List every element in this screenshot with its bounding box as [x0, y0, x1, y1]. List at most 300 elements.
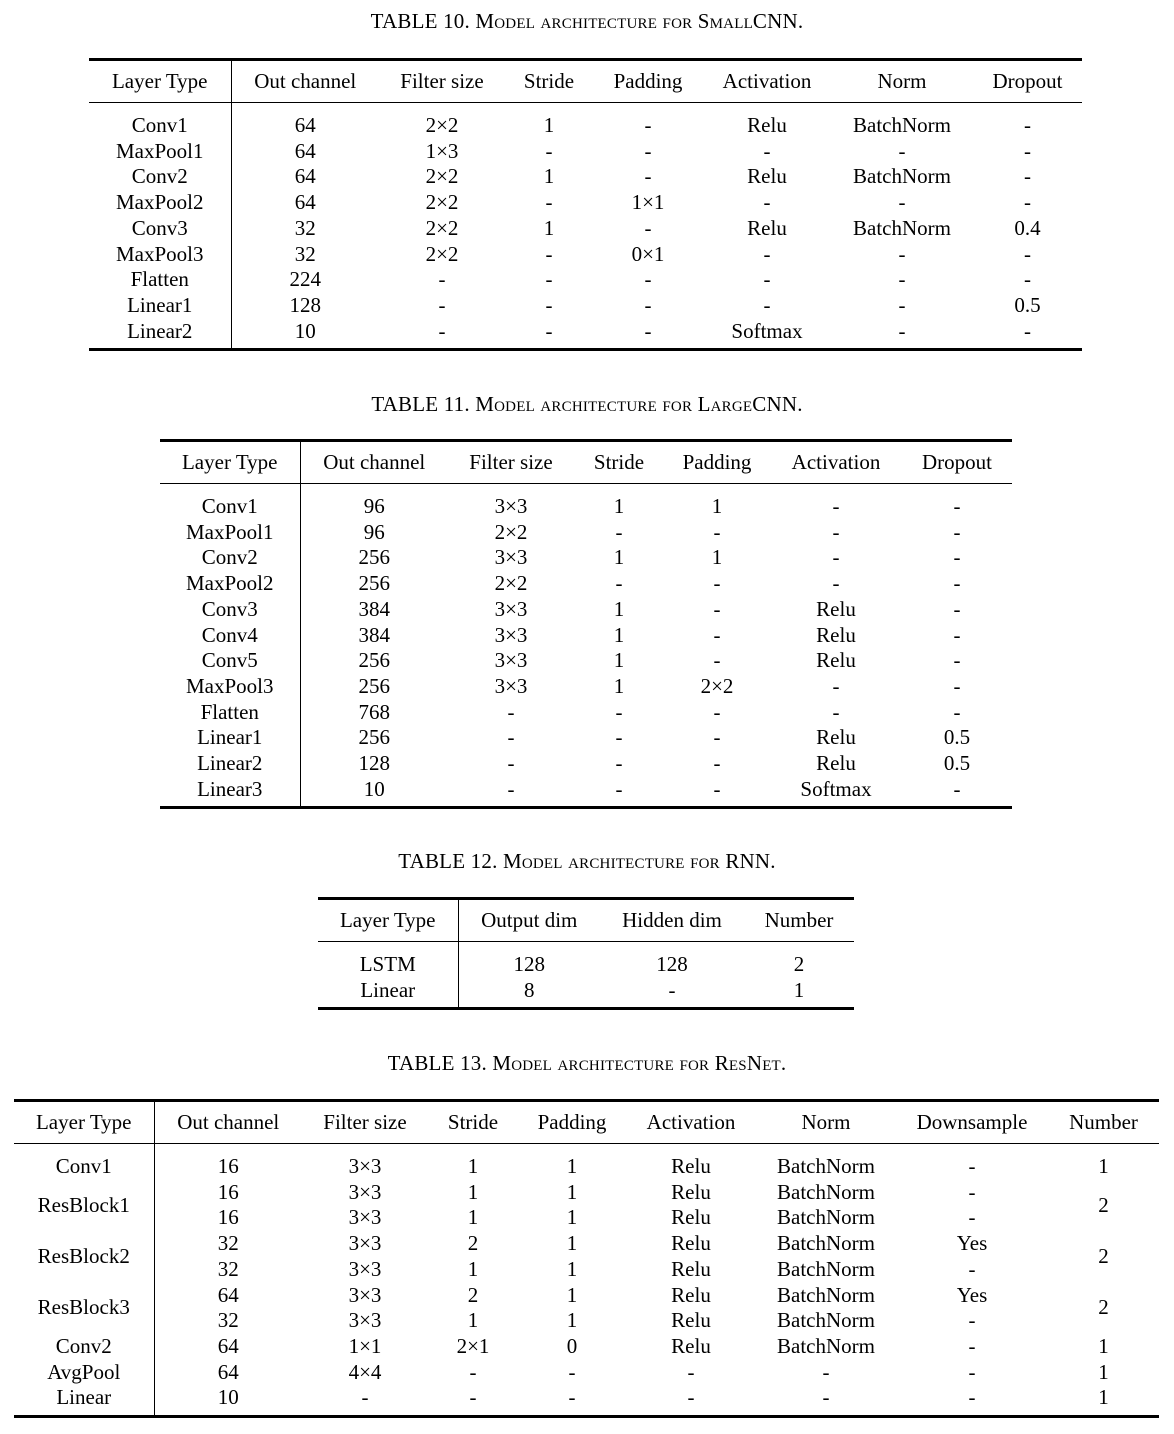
- t10-cell-layer-type: Conv1: [89, 103, 231, 139]
- t13-cell-norm: BatchNorm: [777, 1256, 875, 1281]
- t12-cell-layer-type: Linear: [318, 978, 458, 1009]
- t13-cell-layer-type: AvgPool: [14, 1360, 154, 1386]
- t11-row: [160, 700, 1012, 726]
- t13-cell-stride: 2×1: [456, 1333, 490, 1358]
- t10-cell-out-channel: 64: [294, 138, 316, 163]
- t10-cell-layer-type: MaxPool1: [89, 139, 231, 165]
- t11-cell-padding: 2×2: [700, 673, 734, 698]
- t13-cell-padding: -: [568, 1359, 576, 1384]
- t12-cell-number: 1: [744, 978, 854, 1009]
- t13-cell-out-channel: 64: [217, 1282, 239, 1307]
- t11-cell-out-channel: 96: [363, 494, 385, 518]
- t10-cell-dropout: -: [1024, 138, 1031, 163]
- t11-cell-stride: -: [615, 699, 623, 724]
- t11-cell-filter-size: 3×3: [494, 596, 528, 621]
- t11-row: [160, 597, 1012, 623]
- t10-cell-stride: 1: [543, 215, 555, 240]
- t11-cell-filter-size: 3×3: [494, 648, 528, 673]
- t10-cell-filter-size: -: [438, 292, 446, 317]
- t10-cell-norm: BatchNorm: [853, 113, 951, 137]
- table13-caption: [0, 1051, 1174, 1076]
- t10-cell-layer-type: MaxPool2: [89, 190, 231, 216]
- t11-cell-activation: Relu: [816, 596, 856, 621]
- t13-cell-norm: BatchNorm: [777, 1333, 875, 1358]
- table13-caption-label: TABLE 13.: [387, 1051, 487, 1075]
- t13-header-filter-size: Filter size: [302, 1101, 428, 1144]
- t11-cell-layer-type: Linear3: [160, 777, 300, 808]
- t10-cell-layer-type: Conv3: [89, 216, 231, 242]
- t11-cell-dropout: -: [953, 545, 961, 570]
- t10-row: [89, 319, 1082, 350]
- t13-cell-activation: Relu: [671, 1179, 711, 1204]
- table12: [318, 897, 854, 1010]
- t10-cell-norm: -: [898, 190, 906, 215]
- t13-cell-layer-type: Conv1: [14, 1144, 154, 1180]
- t11-row: [160, 520, 1012, 546]
- t10-cell-out-channel: 64: [294, 190, 316, 215]
- t11-row: [160, 623, 1012, 649]
- t13-cell-out-channel: 32: [217, 1256, 239, 1281]
- t13-cell-filter-size: 3×3: [348, 1308, 382, 1333]
- t10-cell-norm: -: [831, 319, 973, 350]
- t13-cell-number: 1: [1098, 1359, 1109, 1384]
- t10-cell-layer-type: MaxPool3: [89, 242, 231, 268]
- t12-row: [318, 942, 854, 978]
- t11-cell-padding: 1: [711, 494, 723, 518]
- t11-row: [160, 674, 1012, 700]
- t10-cell-norm: -: [898, 292, 906, 317]
- t10-cell-out-channel: 64: [294, 164, 316, 189]
- t13-cell-norm: BatchNorm: [777, 1179, 875, 1204]
- t12-header-layer-type: Layer Type: [318, 899, 458, 942]
- t10-cell-padding: 1×1: [631, 190, 665, 215]
- t13-cell-padding: 1: [566, 1308, 578, 1333]
- t13-header-row: [14, 1101, 1159, 1144]
- t13-cell-layer-type: Linear: [14, 1385, 154, 1416]
- t12-cell-hidden-dim: 128: [656, 952, 688, 976]
- t12-header-output-dim: Output dim: [458, 899, 600, 942]
- t10-cell-filter-size: 2×2: [425, 113, 459, 137]
- t13-cell-number: 2: [1098, 1243, 1109, 1268]
- t10-cell-padding: -: [644, 292, 652, 317]
- t10-cell-norm: -: [898, 267, 906, 292]
- t11-cell-layer-type: Conv5: [160, 648, 300, 674]
- t11-cell-activation: Softmax: [770, 777, 902, 808]
- t12-header-number: Number: [744, 899, 854, 942]
- t13-row: [14, 1205, 1159, 1231]
- t13-cell-filter-size: 4×4: [348, 1359, 382, 1384]
- t13-row: [14, 1308, 1159, 1334]
- t13-cell-out-channel: 10: [154, 1385, 302, 1416]
- t13-cell-activation: Relu: [671, 1282, 711, 1307]
- t11-cell-filter-size: 3×3: [494, 494, 528, 518]
- t13-row: [14, 1257, 1159, 1283]
- t13-cell-norm: -: [822, 1359, 830, 1384]
- t11-cell-filter-size: 2×2: [494, 519, 528, 544]
- t13-cell-padding: 1: [566, 1179, 578, 1204]
- t10-header-layer-type: Layer Type: [89, 60, 231, 103]
- t10-header-out-channel: Out channel: [231, 60, 379, 103]
- t11-cell-padding: -: [713, 622, 721, 647]
- t12-cell-number: 2: [793, 952, 805, 976]
- t11-cell-activation: -: [832, 699, 840, 724]
- t13-header-number: Number: [1048, 1101, 1159, 1144]
- t11-row: [160, 725, 1012, 751]
- t11-cell-padding: -: [713, 519, 721, 544]
- t11-cell-filter-size: -: [507, 751, 515, 776]
- t10-cell-padding: -: [593, 319, 703, 350]
- t11-cell-activation: -: [832, 571, 840, 596]
- t11-cell-padding: -: [713, 648, 721, 673]
- t10-cell-dropout: -: [1024, 241, 1031, 266]
- t10-cell-out-channel: 32: [294, 215, 316, 240]
- t10-row: [89, 242, 1082, 268]
- t13-cell-stride: -: [469, 1359, 477, 1384]
- t13-cell-padding: 1: [566, 1231, 578, 1256]
- t11-cell-layer-type: Conv2: [160, 545, 300, 571]
- t11-cell-out-channel: 10: [300, 777, 448, 808]
- t13-cell-out-channel: 16: [217, 1179, 239, 1204]
- t13-cell-downsample: -: [968, 1308, 976, 1333]
- t11-cell-dropout: 0.5: [943, 725, 971, 750]
- t11-cell-dropout: -: [953, 571, 961, 596]
- t10-cell-stride: -: [545, 267, 553, 292]
- t13-cell-number: 1: [1048, 1385, 1159, 1416]
- t10-cell-filter-size: -: [438, 267, 446, 292]
- t13-cell-padding: 1: [566, 1154, 578, 1178]
- t10-cell-activation: -: [763, 292, 771, 317]
- t13-cell-number: 1: [1098, 1333, 1109, 1358]
- t13-header-norm: Norm: [756, 1101, 896, 1144]
- t11-cell-dropout: -: [953, 519, 961, 544]
- t11-header-filter-size: Filter size: [448, 441, 574, 484]
- t13-row: [14, 1360, 1159, 1386]
- t10-cell-activation: Relu: [747, 215, 787, 240]
- t10-cell-out-channel: 10: [231, 319, 379, 350]
- table13: [14, 1099, 1159, 1418]
- t10-cell-filter-size: 2×2: [425, 164, 459, 189]
- t13-cell-activation: Relu: [671, 1256, 711, 1281]
- t11-cell-activation: Relu: [816, 751, 856, 776]
- t13-cell-stride: 1: [467, 1154, 479, 1178]
- t10-cell-padding: -: [644, 138, 652, 163]
- t11-cell-layer-type: Linear1: [160, 725, 300, 751]
- t11-cell-activation: Relu: [816, 648, 856, 673]
- t11-cell-stride: 1: [613, 494, 625, 518]
- t13-cell-out-channel: 16: [217, 1205, 239, 1230]
- t11-header-stride: Stride: [574, 441, 664, 484]
- t11-cell-dropout: -: [953, 494, 961, 518]
- t11-cell-dropout: -: [953, 673, 961, 698]
- t13-cell-downsample: -: [968, 1256, 976, 1281]
- t11-cell-dropout: -: [953, 596, 961, 621]
- t11-cell-padding: -: [713, 699, 721, 724]
- table11-caption-label: TABLE 11.: [371, 392, 470, 416]
- t11-cell-out-channel: 256: [358, 673, 390, 698]
- t11-cell-out-channel: 128: [358, 751, 390, 776]
- t11-cell-stride: -: [615, 571, 623, 596]
- t11-cell-out-channel: 256: [358, 648, 390, 673]
- t13-cell-stride: 2: [467, 1231, 479, 1256]
- t13-cell-layer-type: ResBlock3: [14, 1283, 154, 1334]
- t12-cell-hidden-dim: -: [600, 978, 744, 1009]
- t13-cell-number: 2: [1098, 1192, 1109, 1217]
- t13-cell-norm: BatchNorm: [777, 1282, 875, 1307]
- t10-cell-norm: BatchNorm: [853, 164, 951, 189]
- t13-row: [14, 1283, 1159, 1309]
- t12-row: [318, 978, 854, 1009]
- t13-header-stride: Stride: [428, 1101, 518, 1144]
- t11-cell-filter-size: 3×3: [494, 673, 528, 698]
- t11-header-activation: Activation: [770, 441, 902, 484]
- t10-cell-out-channel: 64: [294, 113, 316, 137]
- t10-header-filter-size: Filter size: [379, 60, 505, 103]
- t10-cell-norm: -: [898, 241, 906, 266]
- t13-header-layer-type: Layer Type: [14, 1101, 154, 1144]
- t13-cell-downsample: -: [968, 1359, 976, 1384]
- table12-caption-text: Model architecture for RNN.: [502, 849, 776, 873]
- t13-header-downsample: Downsample: [896, 1101, 1048, 1144]
- table11-caption-text: Model architecture for LargeCNN.: [475, 392, 803, 416]
- t11-cell-out-channel: 384: [358, 596, 390, 621]
- t10-cell-stride: 1: [543, 164, 555, 189]
- t10-cell-stride: 1: [543, 113, 555, 137]
- t10-cell-dropout: 0.5: [1014, 292, 1041, 317]
- t11-header-out-channel: Out channel: [300, 441, 448, 484]
- t13-cell-activation: Relu: [671, 1333, 711, 1358]
- t10-cell-dropout: -: [1024, 267, 1031, 292]
- t13-cell-activation: Relu: [671, 1231, 711, 1256]
- t11-cell-filter-size: -: [448, 777, 574, 808]
- t10-cell-filter-size: 2×2: [425, 190, 459, 215]
- t13-header-activation: Activation: [626, 1101, 756, 1144]
- t11-cell-dropout: -: [953, 622, 961, 647]
- t13-cell-downsample: Yes: [956, 1231, 988, 1256]
- t10-row: [89, 267, 1082, 293]
- table10-caption-label: TABLE 10.: [370, 9, 470, 33]
- t13-cell-out-channel: 64: [217, 1333, 239, 1358]
- t13-cell-out-channel: 64: [217, 1359, 239, 1384]
- t10-cell-dropout: 0.4: [1014, 215, 1041, 240]
- t10-row: [89, 190, 1082, 216]
- t13-cell-number: 1: [1098, 1154, 1109, 1178]
- t11-cell-padding: -: [713, 571, 721, 596]
- t10-cell-norm: -: [898, 138, 906, 163]
- t13-cell-downsample: Yes: [956, 1282, 988, 1307]
- t10-cell-stride: -: [545, 292, 553, 317]
- t11-row: [160, 751, 1012, 777]
- t10-cell-layer-type: Linear2: [89, 319, 231, 350]
- t11-cell-dropout: -: [902, 777, 1012, 808]
- t13-cell-padding: -: [518, 1385, 626, 1416]
- t10-header-norm: Norm: [831, 60, 973, 103]
- t10-cell-stride: -: [545, 190, 553, 215]
- t13-cell-downsample: -: [968, 1179, 976, 1204]
- t11-row: [160, 648, 1012, 674]
- t11-cell-filter-size: 3×3: [494, 545, 528, 570]
- t11-cell-dropout: -: [953, 648, 961, 673]
- t10-row: [89, 164, 1082, 190]
- t10-header-activation: Activation: [703, 60, 831, 103]
- t13-row: [14, 1180, 1159, 1206]
- t11-cell-out-channel: 384: [358, 622, 390, 647]
- t10-cell-filter-size: 2×2: [425, 215, 459, 240]
- t10-header-dropout: Dropout: [973, 60, 1082, 103]
- t11-cell-out-channel: 256: [358, 571, 390, 596]
- t11-cell-out-channel: 256: [358, 725, 390, 750]
- t10-cell-dropout: -: [973, 319, 1082, 350]
- t10-cell-padding: -: [644, 267, 652, 292]
- t13-cell-layer-type: ResBlock1: [14, 1180, 154, 1231]
- t11-header-padding: Padding: [664, 441, 770, 484]
- t10-row: [89, 216, 1082, 242]
- t11-cell-padding: 1: [711, 545, 723, 570]
- t13-cell-activation: Relu: [671, 1154, 711, 1178]
- t13-cell-downsample: -: [896, 1385, 1048, 1416]
- t13-cell-padding: 1: [566, 1256, 578, 1281]
- t13-cell-layer-type: Conv2: [14, 1334, 154, 1360]
- t13-cell-stride: 2: [467, 1282, 479, 1307]
- t11-cell-filter-size: -: [507, 699, 515, 724]
- t11-cell-filter-size: 3×3: [494, 622, 528, 647]
- t13-cell-norm: -: [756, 1385, 896, 1416]
- t13-cell-out-channel: 32: [217, 1231, 239, 1256]
- t10-row: [89, 103, 1082, 139]
- t10-cell-activation: -: [763, 138, 771, 163]
- t13-cell-filter-size: 3×3: [348, 1231, 382, 1256]
- t11-cell-layer-type: Conv4: [160, 623, 300, 649]
- t13-cell-activation: Relu: [671, 1205, 711, 1230]
- t10-cell-dropout: -: [1024, 113, 1031, 137]
- t13-cell-downsample: -: [968, 1205, 976, 1230]
- t11-cell-filter-size: -: [507, 725, 515, 750]
- t10-cell-layer-type: Linear1: [89, 293, 231, 319]
- t11-cell-layer-type: Linear2: [160, 751, 300, 777]
- t10-cell-norm: BatchNorm: [853, 215, 951, 240]
- t10-header-padding: Padding: [593, 60, 703, 103]
- t11-cell-stride: -: [574, 777, 664, 808]
- t10-cell-activation: Relu: [747, 113, 787, 137]
- t11-cell-layer-type: Conv3: [160, 597, 300, 623]
- t11-cell-out-channel: 96: [363, 519, 385, 544]
- t13-cell-norm: BatchNorm: [777, 1205, 875, 1230]
- t13-cell-filter-size: 3×3: [348, 1205, 382, 1230]
- t12-header-row: [318, 899, 854, 942]
- t10-cell-layer-type: Conv2: [89, 164, 231, 190]
- t13-row: [14, 1231, 1159, 1257]
- t10-cell-padding: 0×1: [631, 241, 665, 266]
- t11-row: [160, 777, 1012, 808]
- t10-cell-filter-size: -: [379, 319, 505, 350]
- t11-cell-activation: -: [832, 545, 840, 570]
- t11-cell-layer-type: MaxPool1: [160, 520, 300, 546]
- t11-cell-layer-type: Flatten: [160, 700, 300, 726]
- t11-cell-stride: 1: [613, 648, 625, 673]
- table11: [160, 439, 1012, 809]
- t11-cell-out-channel: 256: [358, 545, 390, 570]
- t11-cell-padding: -: [713, 596, 721, 621]
- t11-row: [160, 545, 1012, 571]
- t11-cell-filter-size: 2×2: [494, 571, 528, 596]
- t10-cell-out-channel: 32: [294, 241, 316, 266]
- t13-cell-padding: 1: [566, 1282, 578, 1307]
- t10-cell-stride: -: [545, 138, 553, 163]
- t11-cell-stride: -: [615, 725, 623, 750]
- t10-cell-activation: Relu: [747, 164, 787, 189]
- t10-row: [89, 139, 1082, 165]
- t13-cell-activation: Relu: [671, 1308, 711, 1333]
- t12-cell-output-dim: 8: [458, 978, 600, 1009]
- t11-cell-stride: 1: [613, 545, 625, 570]
- t13-cell-norm: BatchNorm: [777, 1154, 875, 1178]
- t10-header-stride: Stride: [505, 60, 593, 103]
- t13-cell-filter-size: 3×3: [348, 1179, 382, 1204]
- t13-row: [14, 1144, 1159, 1180]
- t11-cell-layer-type: MaxPool2: [160, 571, 300, 597]
- table12-caption: [0, 849, 1174, 874]
- t13-cell-activation: -: [687, 1359, 695, 1384]
- t13-row: [14, 1334, 1159, 1360]
- table11-caption: [0, 392, 1174, 417]
- t11-header-row: [160, 441, 1012, 484]
- t12-header-hidden-dim: Hidden dim: [600, 899, 744, 942]
- t13-cell-norm: BatchNorm: [777, 1231, 875, 1256]
- t11-cell-activation: Relu: [816, 622, 856, 647]
- t10-cell-layer-type: Flatten: [89, 267, 231, 293]
- t11-row: [160, 484, 1012, 520]
- t13-cell-norm: BatchNorm: [777, 1308, 875, 1333]
- t10-cell-activation: Softmax: [703, 319, 831, 350]
- t10-cell-stride: -: [545, 241, 553, 266]
- t13-cell-stride: 1: [467, 1205, 479, 1230]
- t11-cell-padding: -: [713, 751, 721, 776]
- t10-cell-out-channel: 224: [289, 267, 321, 292]
- t11-cell-activation: Relu: [816, 725, 856, 750]
- table10-caption: [0, 9, 1174, 34]
- t11-cell-stride: 1: [613, 622, 625, 647]
- t13-cell-out-channel: 16: [217, 1154, 239, 1178]
- t11-cell-stride: -: [615, 519, 623, 544]
- t13-header-padding: Padding: [518, 1101, 626, 1144]
- t11-cell-padding: -: [664, 777, 770, 808]
- t11-cell-activation: -: [832, 494, 840, 518]
- t11-cell-stride: 1: [613, 596, 625, 621]
- t10-cell-activation: -: [763, 241, 771, 266]
- t11-cell-padding: -: [713, 725, 721, 750]
- t11-cell-layer-type: Conv1: [160, 484, 300, 520]
- t11-cell-stride: 1: [613, 673, 625, 698]
- t10-cell-padding: -: [644, 164, 652, 189]
- t10-cell-out-channel: 128: [289, 292, 321, 317]
- t13-row: [14, 1385, 1159, 1416]
- t11-cell-stride: -: [615, 751, 623, 776]
- t13-cell-padding: 1: [566, 1205, 578, 1230]
- t13-cell-filter-size: 3×3: [348, 1154, 382, 1178]
- t13-cell-filter-size: 3×3: [348, 1256, 382, 1281]
- table13-caption-text: Model architecture for ResNet.: [492, 1051, 787, 1075]
- t13-cell-stride: 1: [467, 1179, 479, 1204]
- t12-cell-layer-type: LSTM: [318, 942, 458, 978]
- t13-cell-downsample: -: [968, 1154, 976, 1178]
- t10-cell-dropout: -: [1024, 190, 1031, 215]
- t13-cell-layer-type: ResBlock2: [14, 1231, 154, 1282]
- t11-header-layer-type: Layer Type: [160, 441, 300, 484]
- t13-cell-stride: 1: [467, 1308, 479, 1333]
- t10-cell-padding: -: [644, 113, 652, 137]
- t10-header-row: [89, 60, 1082, 103]
- t13-cell-number: 2: [1098, 1295, 1109, 1320]
- t10-cell-activation: -: [763, 190, 771, 215]
